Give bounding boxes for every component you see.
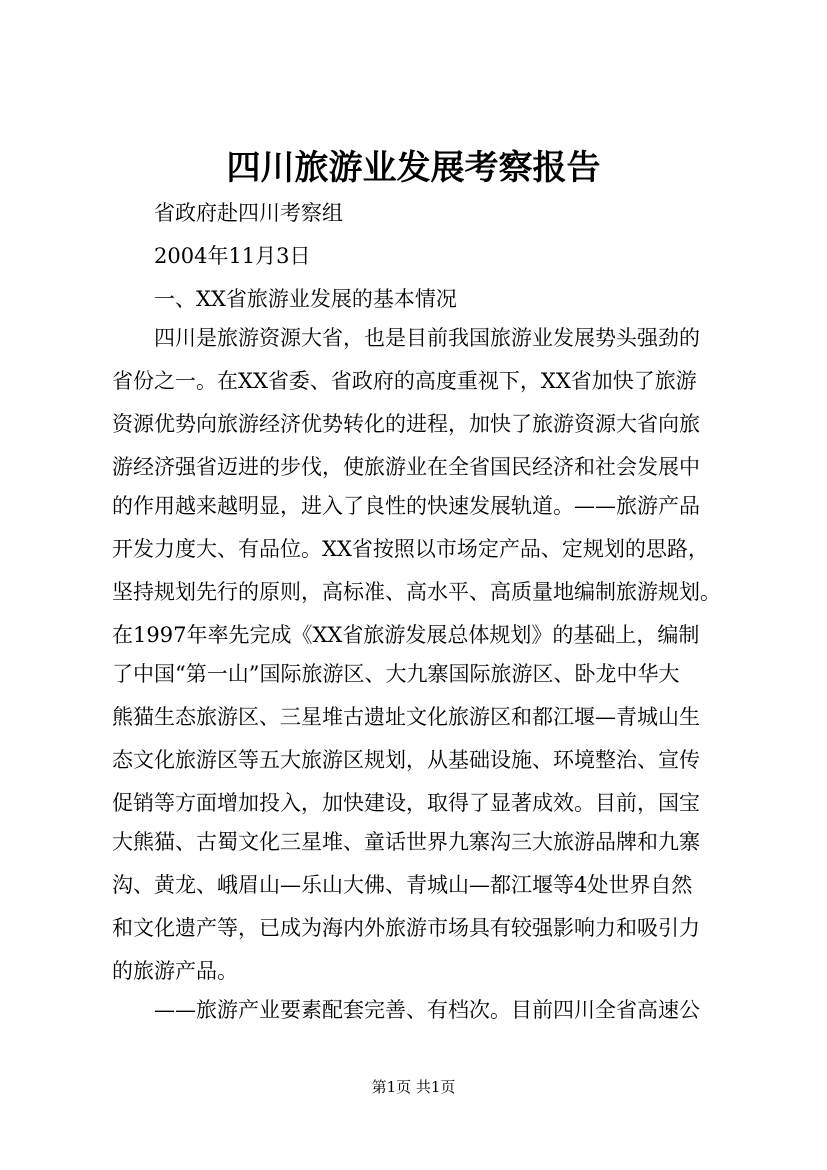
paragraph-line: 了中国“第一山”国际旅游区、大九寨国际旅游区、卧龙中华大: [112, 662, 680, 686]
paragraph-line: 资源优势向旅游经济优势转化的进程，加快了旅游资源大省向旅: [112, 412, 700, 436]
paragraph-line: 在1997年率先完成《XX省旅游发展总体规划》的基础上，编制: [112, 623, 700, 647]
paragraph-line: ——旅游产业要素配套完善、有档次。目前四川全省高速公: [154, 998, 700, 1022]
paragraph-line: 的旅游产品。: [112, 959, 238, 983]
paragraph-line: 的作用越来越明显，进入了良性的快速发展轨道。——旅游产品: [112, 494, 700, 518]
paragraph-line: 开发力度大、有品位。XX省按照以市场定产品、定规划的思路，: [112, 537, 709, 561]
paragraph-line: 促销等方面增加投入，加快建设，取得了显著成效。目前，国宝: [112, 791, 700, 815]
paragraph-line: 四川是旅游资源大省，也是目前我国旅游业发展势头强劲的: [154, 326, 700, 350]
paragraph-line: 游经济强省迈进的步伐，使旅游业在全省国民经济和社会发展中: [112, 455, 700, 479]
document-title: 四川旅游业发展考察报告: [226, 148, 601, 188]
section-heading: 一、XX省旅游业发展的基本情况: [154, 287, 457, 311]
author-line: 省政府赴四川考察组: [154, 201, 343, 225]
paragraph-line: 沟、黄龙、峨眉山—乐山大佛、青城山—都江堰等4处世界自然: [112, 873, 693, 897]
paragraph-line: 态文化旅游区等五大旅游区规划，从基础设施、环境整治、宣传: [112, 748, 700, 772]
paragraph-line: 省份之一。在XX省委、省政府的高度重视下，XX省加快了旅游: [112, 369, 697, 393]
paragraph-line: 和文化遗产等，已成为海内外旅游市场具有较强影响力和吸引力: [112, 916, 700, 940]
paragraph-line: 大熊猫、古蜀文化三星堆、童话世界九寨沟三大旅游品牌和九寨: [112, 830, 700, 854]
paragraph-line: 熊猫生态旅游区、三星堆古遗址文化旅游区和都江堰—青城山生: [112, 705, 700, 729]
page-footer: 第1页 共1页: [371, 1078, 456, 1096]
date-line: 2004年11月3日: [154, 244, 311, 268]
paragraph-line: 坚持规划先行的原则，高标准、高水平、高质量地编制旅游规划。: [112, 580, 721, 604]
